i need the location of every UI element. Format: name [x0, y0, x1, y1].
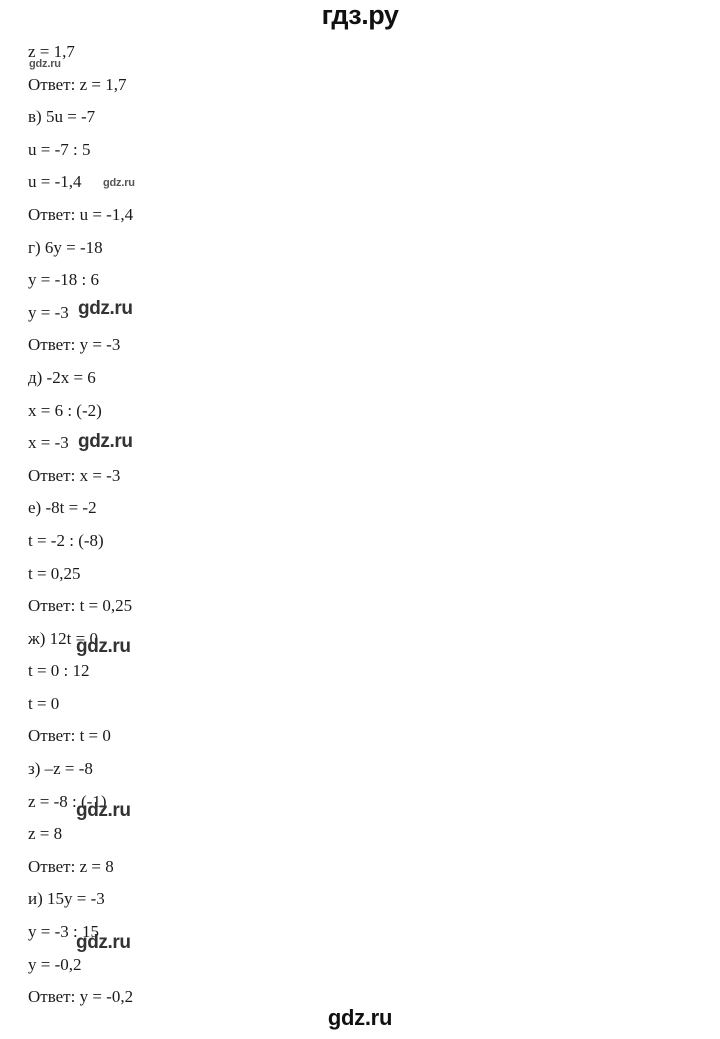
solution-line: ж) 12t = 0 — [28, 628, 98, 648]
solution-text-block — [28, 36, 448, 1014]
site-logo-footer: gdz.ru — [327, 1005, 393, 1030]
solution-line: Ответ: z = 1,7 — [28, 74, 127, 94]
solution-line: z = -8 : (-1) — [28, 791, 107, 811]
solution-line: y = -0,2 — [28, 954, 82, 974]
solution-line: Ответ: z = 8 — [28, 856, 114, 876]
solution-line: Ответ: y = -3 — [28, 335, 121, 355]
solution-line: t = -2 : (-8) — [28, 530, 104, 550]
solution-line: y = -3 — [28, 302, 69, 322]
solution-line: в) 5u = -7 — [28, 107, 96, 127]
site-logo-header: гдз.ру — [321, 0, 399, 30]
solution-line: y = -3 : 15 — [28, 922, 99, 942]
solution-line: Ответ: x = -3 — [28, 465, 121, 485]
solution-line: t = 0 — [28, 693, 60, 713]
watermark: gdz.ru — [76, 800, 131, 821]
solution-line: y = -18 : 6 — [28, 270, 99, 290]
solution-line: t = 0,25 — [28, 563, 81, 583]
solution-line: x = 6 : (-2) — [28, 400, 102, 420]
solution-line: г) 6y = -18 — [28, 237, 103, 257]
solution-line: u = -1,4 — [28, 172, 82, 192]
solution-line: Ответ: t = 0,25 — [28, 596, 133, 616]
solution-line: Ответ: t = 0 — [28, 726, 111, 746]
solution-line: t = 0 : 12 — [28, 661, 90, 681]
watermark: gdz.ru — [78, 298, 133, 319]
solution-line: е) -8t = -2 — [28, 498, 97, 518]
solution-line: x = -3 — [28, 433, 69, 453]
watermark: gdz.ru — [78, 431, 133, 452]
watermark: gdz.ru — [76, 932, 131, 953]
solution-line: u = -7 : 5 — [28, 139, 91, 159]
solution-line: з) –z = -8 — [28, 759, 93, 779]
watermark: gdz.ru — [103, 177, 135, 189]
solution-line: Ответ: y = -0,2 — [28, 987, 134, 1007]
solution-line: и) 15y = -3 — [28, 889, 105, 909]
watermark: gdz.ru — [29, 58, 61, 70]
solution-line: Ответ: u = -1,4 — [28, 204, 134, 224]
solution-line: z = 1,7 — [28, 42, 75, 61]
solution-line: z = 8 — [28, 824, 63, 844]
watermark: gdz.ru — [76, 636, 131, 657]
solution-line: д) -2x = 6 — [28, 367, 96, 387]
